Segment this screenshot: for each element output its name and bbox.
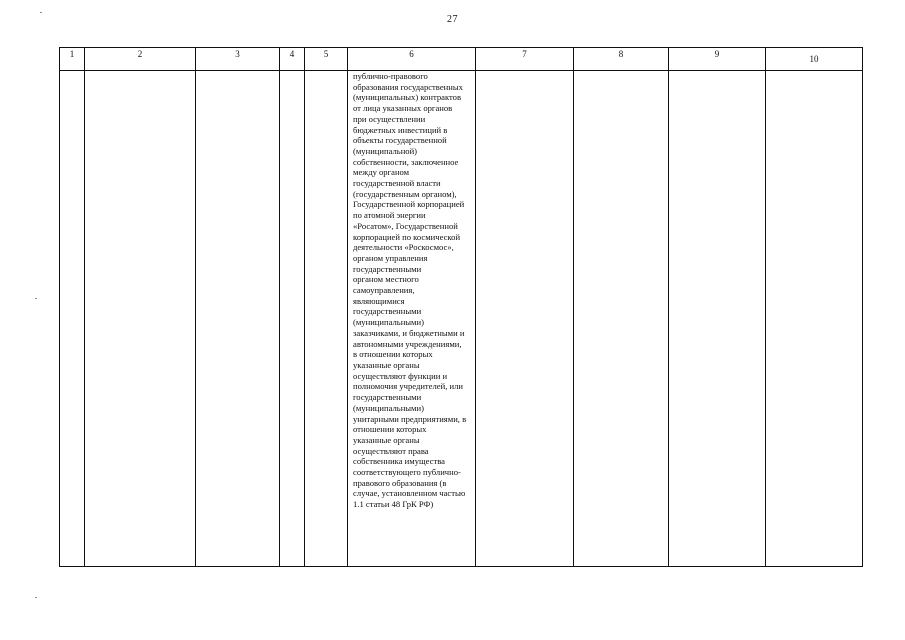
column-header-6: 6	[348, 48, 476, 71]
cell-text-line: государственной власти	[353, 178, 441, 189]
table-cell-col6	[348, 71, 476, 567]
cell-text-line: (муниципальными)	[353, 317, 424, 328]
cell-text-line: «Росатом», Государственной	[353, 220, 458, 231]
cell-text-line: полномочия учредителей, или	[353, 381, 463, 392]
cell-text-line: государственными	[353, 392, 422, 403]
column-header-5: 5	[305, 48, 348, 71]
cell-text-line: являющимися	[353, 295, 405, 306]
cell-text-line: унитарными предприятиями, в	[353, 413, 467, 424]
column-header-1: 1	[60, 48, 85, 71]
table-cell-col4	[280, 71, 305, 567]
scan-speck	[35, 597, 37, 598]
cell-text-line: случае, установленном частью	[353, 488, 466, 499]
scan-speck	[35, 298, 37, 299]
cell-text-line: соответствующего публично-	[353, 467, 461, 478]
table-cell-col10	[766, 71, 863, 567]
cell-text-line: государственными	[353, 306, 422, 317]
table-cell-col7	[476, 71, 574, 567]
cell-text-line: от лица указанных органов	[353, 103, 453, 114]
cell-text-line: по атомной энергии	[353, 210, 426, 221]
table-row	[60, 71, 863, 567]
cell-text-line: между органом	[353, 167, 410, 178]
table-cell-col8	[574, 71, 669, 567]
scan-speck	[40, 12, 42, 13]
cell-text-line: образования государственных	[353, 81, 463, 92]
table-cell-col2	[85, 71, 196, 567]
page-number: 27	[447, 14, 458, 25]
cell-text-line: собственника имущества	[353, 456, 445, 467]
cell-text-line: осуществляют функции и	[353, 370, 448, 381]
cell-text-line: государственными	[353, 263, 422, 274]
cell-text-line: указанные органы	[353, 434, 420, 445]
column-header-10: 10	[766, 48, 863, 71]
column-header-7: 7	[476, 48, 574, 71]
table-cell-col3	[196, 71, 280, 567]
table-cell-col5	[305, 71, 348, 567]
cell-text-line: отношении которых	[353, 424, 427, 435]
cell-text-line: деятельности «Роскосмос»,	[353, 242, 454, 253]
cell-text-line: органом управления	[353, 252, 428, 263]
cell-text-line: Государственной корпорацией	[353, 199, 465, 210]
cell-text-line: (государственным органом),	[353, 188, 457, 199]
cell-text-line: осуществляют права	[353, 445, 429, 456]
cell-text-line: (муниципальных) контрактов	[353, 92, 462, 103]
cell-text-line: при осуществлении	[353, 113, 426, 124]
column-header-3: 3	[196, 48, 280, 71]
cell-text-line: заказчиками, и бюджетными и	[353, 327, 465, 338]
table-cell-col1	[60, 71, 85, 567]
cell-text-line: автономными учреждениями,	[353, 338, 462, 349]
cell-text-line: (муниципальными)	[353, 402, 424, 413]
column-header-9: 9	[669, 48, 766, 71]
table-cell-col9	[669, 71, 766, 567]
cell-text-line: в отношении которых	[353, 349, 433, 360]
cell-text-line: публично-правового	[353, 71, 428, 81]
cell-text-line: бюджетных инвестиций в	[353, 124, 448, 135]
cell-text-col6	[348, 71, 475, 510]
column-header-8: 8	[574, 48, 669, 71]
cell-text-line: корпорацией по космической	[353, 231, 461, 242]
cell-text-line: собственности, заключенное	[353, 156, 459, 167]
cell-text-line: 1.1 статьи 48 ГрК РФ)	[353, 499, 434, 510]
cell-text-line: (муниципальной)	[353, 145, 418, 156]
cell-text-line: органом местного	[353, 274, 419, 285]
cell-text-line: правового образования (в	[353, 477, 447, 488]
column-header-2: 2	[85, 48, 196, 71]
cell-text-line: указанные органы	[353, 359, 420, 370]
column-header-4: 4	[280, 48, 305, 71]
cell-text-line: самоуправления,	[353, 285, 415, 296]
cell-text-line: объекты государственной	[353, 135, 447, 146]
header-row	[60, 48, 863, 71]
document-table	[59, 47, 863, 567]
